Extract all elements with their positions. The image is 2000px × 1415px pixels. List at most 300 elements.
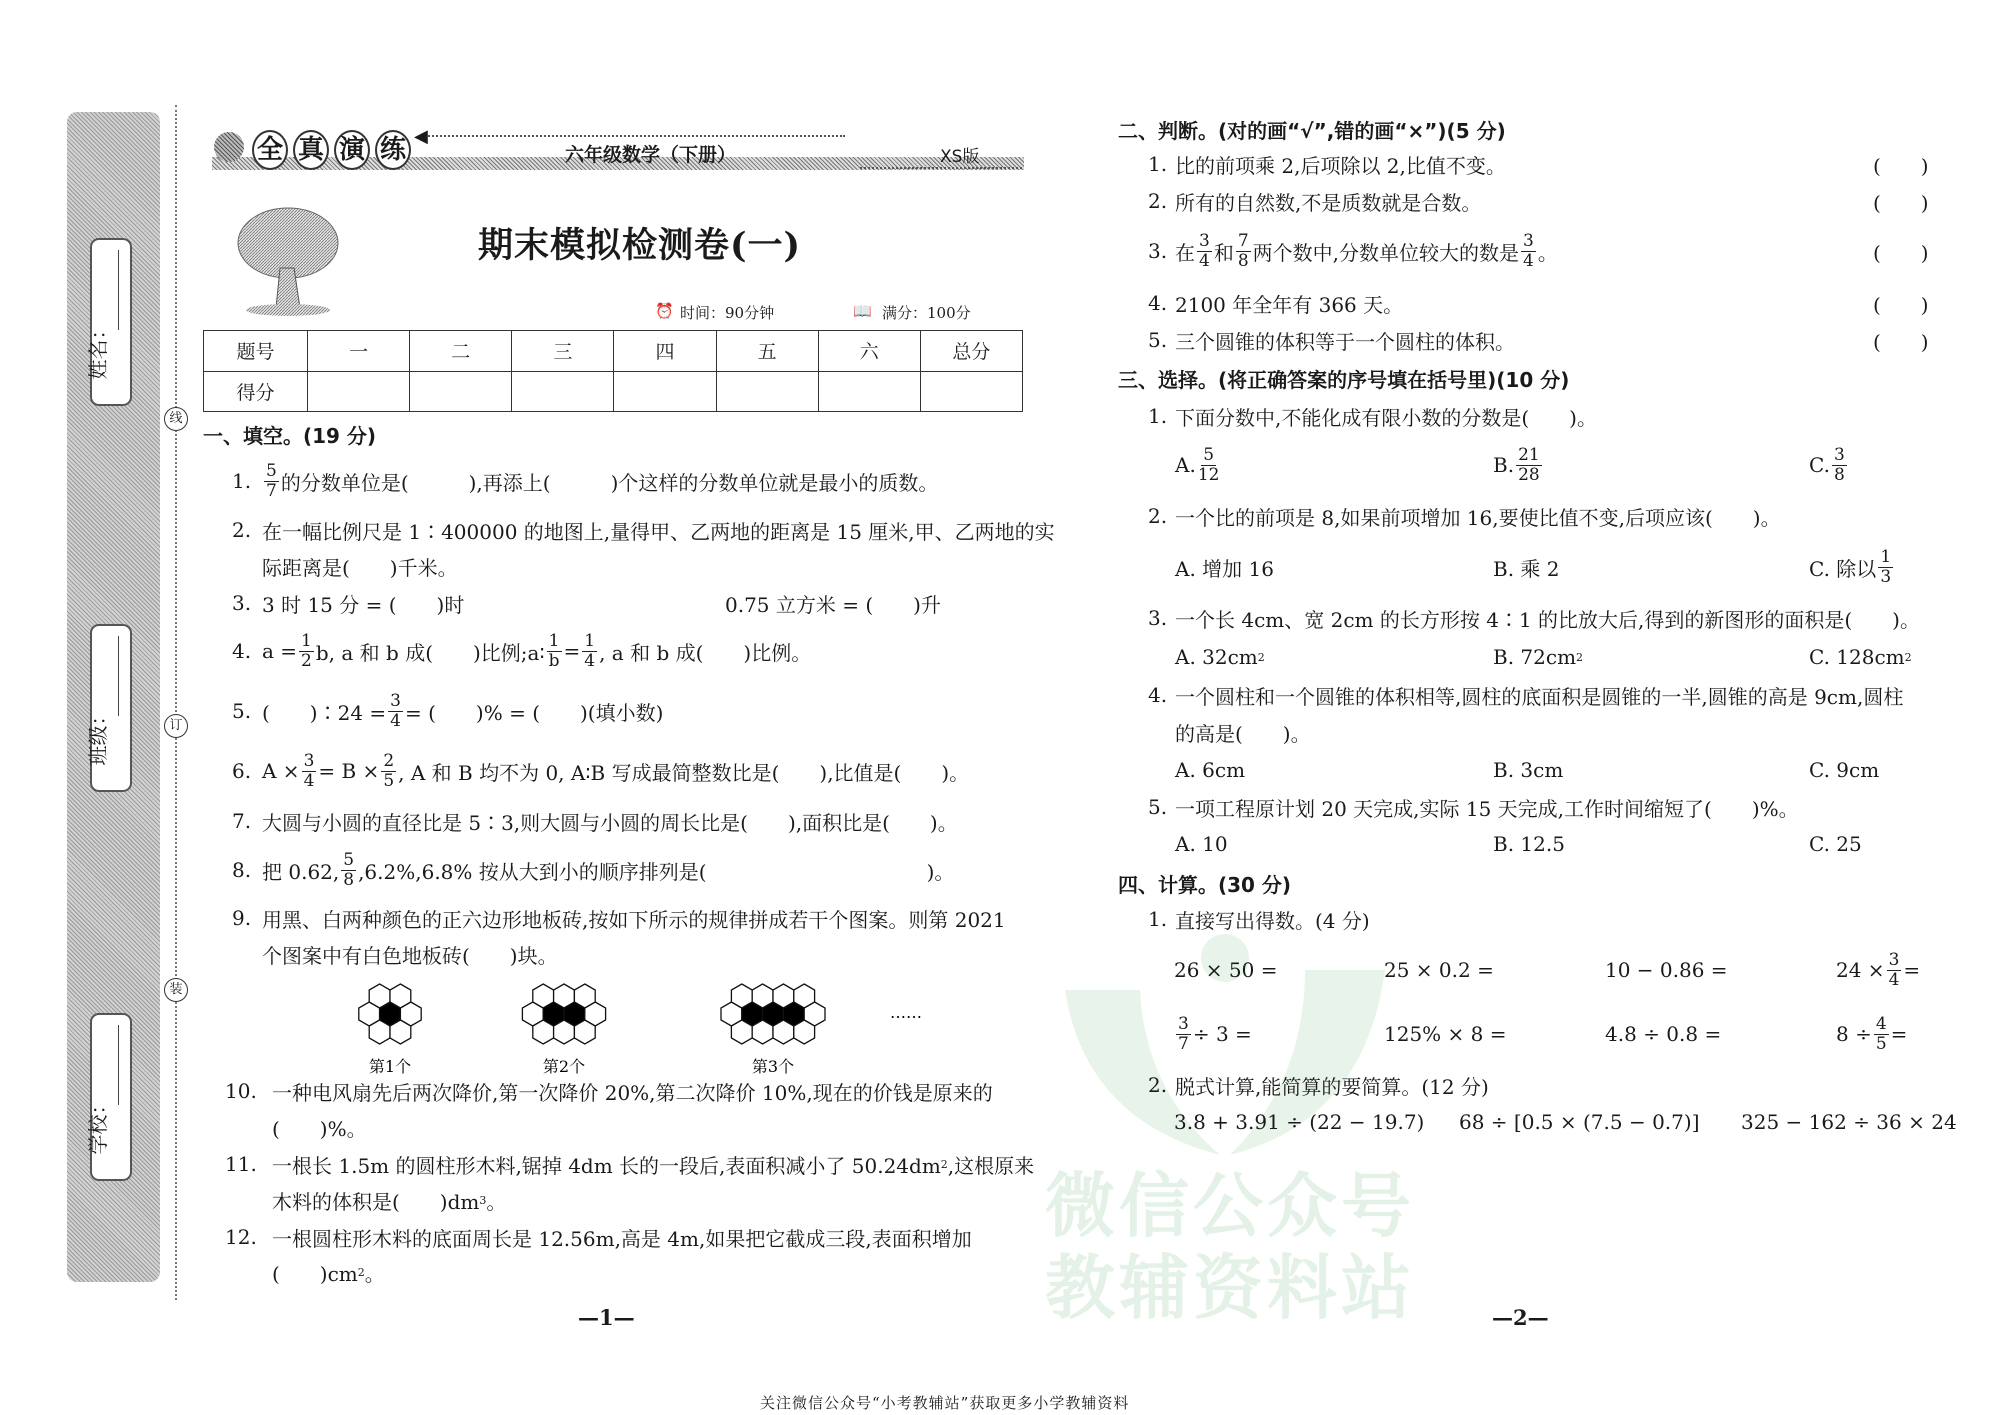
numerator: 1 — [584, 630, 596, 651]
fraction — [1887, 951, 1902, 990]
numerator: 3 — [1833, 444, 1845, 465]
choice-option[interactable] — [1175, 440, 1221, 490]
calc-expression — [1174, 1097, 1424, 1147]
score-cell[interactable] — [308, 371, 410, 412]
choice-option[interactable] — [1175, 542, 1274, 592]
text-run: B. 3cm — [1493, 758, 1564, 782]
text-run: 一个长 4cm、宽 2cm 的长方形按 4∶1 的比放大后,得到的新图形的面积是( )。 — [1175, 607, 1920, 632]
question-text — [262, 626, 811, 676]
text-run: 。 — [486, 1189, 507, 1214]
numerator: 3 — [1199, 230, 1210, 251]
text-run: 4.8 ÷ 0.8 = — [1605, 1022, 1722, 1046]
text-run: 12. — [225, 1225, 257, 1249]
calc-item — [1174, 1009, 1252, 1059]
numerator: 7 — [1237, 230, 1249, 251]
question-text — [1175, 315, 1515, 365]
choice-option[interactable] — [1493, 440, 1544, 490]
text-run: 25 × 0.2 = — [1384, 958, 1494, 982]
text-run: 把 0.62, — [262, 859, 340, 884]
question-number — [232, 626, 251, 676]
text-run: 比的前项乘 2,后项除以 2,比值不变。 — [1175, 153, 1506, 178]
class-field[interactable] — [86, 624, 132, 792]
text-run: 125% × 8 = — [1384, 1022, 1507, 1046]
white-tile — [773, 984, 794, 1008]
white-tile — [369, 1020, 390, 1044]
text-run: , A 和 B 均不为 0, A∶B 写成最简整数比是( ),比值是( )。 — [398, 760, 970, 785]
fraction — [582, 632, 597, 671]
choice-option[interactable] — [1493, 542, 1560, 592]
calc-expression — [1459, 1097, 1700, 1147]
text-run: A. 增加 16 — [1175, 556, 1274, 581]
superscript: 2 — [940, 1157, 948, 1171]
text-run: = — [563, 639, 581, 663]
choice-option[interactable] — [1809, 819, 1862, 869]
text-run: 所有的自然数,不是质数就是合数。 — [1175, 190, 1482, 215]
hexagon-figures — [300, 980, 940, 1090]
calc-item — [1836, 945, 1920, 995]
text-run: 7. — [232, 809, 252, 833]
white-tile — [554, 984, 575, 1008]
text-run: 用黑、白两种颜色的正六边形地板砖,按如下所示的规律拼成若干个图案。则第 2021 — [262, 907, 1006, 932]
denominator: 2 — [301, 650, 312, 671]
white-tile — [554, 1020, 575, 1044]
superscript: 3 — [479, 1193, 487, 1207]
numerator: 3 — [1523, 230, 1534, 251]
school-field[interactable] — [86, 1013, 132, 1181]
question-text — [262, 845, 954, 895]
watermark-text: 微信公众号 — [1045, 1165, 1415, 1247]
text-run: 木料的体积是( )dm — [272, 1189, 480, 1214]
text-run: 直接写出得数。(4 分) — [1175, 908, 1370, 933]
question-number — [232, 746, 251, 796]
answer-blank[interactable] — [1873, 315, 1929, 365]
white-tile — [533, 1020, 554, 1044]
question-number — [232, 796, 251, 846]
question-number — [232, 578, 251, 628]
section-judge-heading: 二、判断。(对的画“√”,错的画“×”)(5 分) — [1118, 119, 1506, 143]
denominator: 4 — [1199, 250, 1210, 271]
calc-item — [1174, 945, 1278, 995]
superscript: 2 — [1257, 650, 1265, 664]
text-run: 4. — [1148, 683, 1168, 707]
fraction — [264, 462, 279, 501]
fraction — [1832, 446, 1847, 485]
text-run: 。 — [364, 1261, 385, 1286]
school-label: 学校： — [86, 1094, 110, 1155]
text-run: 0.75 立方米 = ( )升 — [725, 592, 941, 617]
text-run: 2100 年全年有 366 天。 — [1175, 292, 1404, 317]
text-run: 在一幅比例尺是 1∶400000 的地图上,量得甲、乙两地的距离是 15 厘米,甲、乙两地的实 — [262, 519, 1055, 544]
superscript: 2 — [1576, 650, 1584, 664]
numerator: 3 — [303, 750, 315, 771]
cut-line — [175, 105, 177, 1300]
text-run: 一项工程原计划 20 天完成,实际 15 天完成,工作时间缩短了( )%。 — [1175, 796, 1799, 821]
text-run: ( )%。 — [272, 1116, 367, 1141]
text-run: 6. — [232, 759, 252, 783]
figure-label: 第2个 — [542, 1057, 586, 1076]
choice-option[interactable] — [1809, 440, 1849, 490]
denominator: 5 — [383, 770, 395, 791]
text-run: = ( )% = ( )(填小数) — [405, 700, 664, 725]
question-text — [725, 578, 941, 628]
text-run: ,6.2%,6.8% 按从大到小的顺序排列是( )。 — [358, 859, 955, 884]
text-run: 一个圆柱和一个圆锥的体积相等,圆柱的底面积是圆锥的一半,圆锥的高是 9cm,圆柱 — [1175, 684, 1904, 709]
score-header-cell: 五 — [716, 331, 818, 372]
text-run: C. 25 — [1809, 832, 1862, 856]
calc-item — [1605, 1009, 1721, 1059]
question-number — [1148, 593, 1167, 643]
ellipsis: …… — [890, 1003, 922, 1022]
question-text — [1175, 391, 1597, 441]
text-run: a = — [262, 639, 298, 663]
text-run: C. 除以 — [1809, 556, 1877, 581]
fraction — [1521, 232, 1536, 271]
question-number — [232, 893, 251, 943]
full-score: 满分：100分 — [882, 304, 971, 322]
header-dash — [425, 135, 845, 137]
question-text — [1175, 491, 1781, 541]
score-header-cell: 题号 — [204, 331, 308, 372]
text-run: 个图案中有白色地板砖( )块。 — [262, 943, 558, 968]
question-text — [262, 686, 663, 736]
logo-char: 真 — [293, 130, 329, 170]
question-text — [1175, 782, 1799, 832]
text-run: = B × — [318, 759, 380, 783]
question-number — [232, 456, 251, 506]
fraction — [547, 632, 562, 671]
score-header-cell: 一 — [308, 331, 410, 372]
question-number — [1148, 894, 1167, 944]
text-run: B. 72cm — [1493, 645, 1577, 669]
subject-label: 六年级数学（下册） — [565, 144, 737, 166]
logo-char: 全 — [252, 130, 288, 170]
question-number — [1148, 1060, 1167, 1110]
text-run: A. 6cm — [1175, 758, 1246, 782]
text-run: 2. — [1148, 189, 1168, 213]
question-text — [1175, 894, 1370, 944]
text-run: 的高是( )。 — [1175, 721, 1311, 746]
text-run: 2. — [1148, 1073, 1168, 1097]
denominator: 3 — [1880, 566, 1892, 587]
text-run: 一根圆柱形木料的底面周长是 12.56m,高是 4m,如果把它截成三段,表面积增加 — [272, 1226, 972, 1251]
denominator: 5 — [1875, 1033, 1887, 1054]
score-header-cell: 总分 — [920, 331, 1022, 372]
question-number — [1148, 315, 1167, 365]
numerator: 1 — [1880, 546, 1892, 567]
question-number — [1148, 670, 1167, 720]
text-run: ( ) — [1873, 329, 1929, 354]
text-run: 。 — [1537, 240, 1558, 265]
denominator: 28 — [1518, 464, 1540, 485]
time-limit: 时间：90分钟 — [680, 304, 775, 322]
fraction — [1874, 1015, 1889, 1054]
fraction — [1878, 548, 1893, 587]
text-run: 1. — [1148, 152, 1168, 176]
text-run: A × — [262, 759, 300, 783]
score-cell[interactable] — [920, 371, 1022, 412]
question-text — [272, 1247, 385, 1297]
logo-char: 练 — [375, 130, 411, 170]
choice-option[interactable] — [1809, 542, 1895, 592]
text-run: ÷ 3 = — [1192, 1022, 1252, 1046]
denominator: 4 — [1523, 250, 1534, 271]
text-run: 26 × 50 = — [1174, 958, 1278, 982]
denominator: 7 — [1178, 1033, 1189, 1054]
white-tile — [731, 1020, 752, 1044]
numerator: 5 — [266, 460, 277, 481]
binding-sidebar — [67, 112, 160, 1282]
denominator: 7 — [266, 480, 277, 501]
text-run: 9. — [232, 906, 252, 930]
score-header-cell: 六 — [818, 331, 920, 372]
section-calc-heading: 四、计算。(30 分) — [1118, 873, 1292, 897]
question-number — [1148, 176, 1167, 226]
numerator: 1 — [301, 630, 312, 651]
question-number — [225, 1212, 257, 1262]
numerator: 3 — [1178, 1013, 1189, 1034]
text-run: 5. — [232, 699, 252, 723]
denominator: 8 — [1833, 464, 1845, 485]
question-text — [262, 578, 464, 628]
numerator: 3 — [1888, 949, 1900, 970]
white-tile — [574, 1020, 595, 1044]
denominator: 12 — [1197, 464, 1220, 485]
text-run: 三个圆锥的体积等于一个圆柱的体积。 — [1175, 329, 1515, 354]
fraction — [299, 632, 314, 671]
numerator: 1 — [548, 630, 560, 651]
question-text — [262, 746, 969, 796]
white-tile — [731, 984, 752, 1008]
figure-label: 第1个 — [368, 1057, 412, 1076]
text-run: 4. — [1148, 291, 1168, 315]
white-tile — [794, 984, 815, 1008]
text-run: C. 9cm — [1809, 758, 1880, 782]
white-tile — [752, 984, 773, 1008]
text-run: 1. — [1148, 907, 1168, 931]
fraction — [1176, 1015, 1191, 1054]
numerator: 5 — [343, 849, 355, 870]
text-run: 两个数中,分数单位较大的数是 — [1252, 240, 1520, 265]
fraction — [1197, 232, 1212, 271]
text-run: 325 − 162 ÷ 36 × 24 — [1741, 1110, 1957, 1134]
superscript: 2 — [1904, 650, 1912, 664]
text-run: , a 和 b 成( )比例。 — [599, 640, 812, 665]
text-run: ( )cm — [272, 1261, 358, 1286]
text-run: B. 乘 2 — [1493, 556, 1560, 581]
text-run: 1. — [1148, 404, 1168, 428]
score-row — [204, 371, 1023, 412]
text-run: 一种电风扇先后两次降价,第一次降价 20%,第二次降价 10%,现在的价钱是原来的 — [272, 1080, 993, 1105]
text-run: A. 10 — [1175, 832, 1228, 856]
edition-label: XS版 — [940, 147, 980, 167]
text-run: 际距离是( )千米。 — [262, 555, 458, 580]
clock-icon: ⏰ — [655, 302, 674, 320]
numerator: 2 — [383, 750, 395, 771]
choice-option[interactable] — [1809, 745, 1879, 795]
denominator: 8 — [343, 869, 355, 890]
score-cell[interactable] — [716, 371, 818, 412]
seal-mark: 线 — [164, 407, 188, 431]
arrow-icon: ◀ — [414, 126, 428, 147]
white-tile — [794, 1020, 815, 1044]
score-cell[interactable] — [614, 371, 716, 412]
denominator: 4 — [390, 710, 401, 731]
text-run: 3.8 + 3.91 ÷ (22 − 19.7) — [1174, 1110, 1425, 1134]
text-run: = — [1903, 958, 1921, 982]
text-run: 2. — [232, 518, 252, 542]
calc-item — [1384, 945, 1494, 995]
tree-illustration — [228, 198, 348, 318]
white-tile — [752, 1020, 773, 1044]
section-fill-heading: 一、填空。(19 分) — [203, 424, 377, 448]
text-run: ( )∶24 = — [262, 700, 387, 725]
question-text — [262, 456, 938, 506]
text-run: 3 时 15 分 = ( )时 — [262, 592, 465, 617]
score-cell[interactable] — [818, 371, 920, 412]
choice-option[interactable] — [1493, 819, 1565, 869]
book-icon: 📖 — [853, 302, 872, 320]
fraction — [1516, 446, 1542, 485]
white-tile — [574, 984, 595, 1008]
fraction — [341, 851, 356, 890]
white-tile — [390, 984, 411, 1008]
text-run: C. 128cm — [1809, 645, 1905, 669]
text-run: B. 12.5 — [1493, 832, 1565, 856]
score-header-cell: 四 — [614, 331, 716, 372]
calc-item — [1836, 1009, 1907, 1059]
question-number — [1148, 226, 1167, 276]
seal-mark: 订 — [164, 714, 188, 738]
text-run: ( ) — [1873, 190, 1929, 215]
text-run: 8 ÷ — [1836, 1022, 1872, 1046]
text-run: B. — [1493, 453, 1515, 477]
logo-char: 演 — [334, 130, 370, 170]
denominator: 4 — [1888, 969, 1900, 990]
page-number: —2— — [1492, 1305, 1549, 1330]
text-run: 大圆与小圆的直径比是 5∶3,则大圆与小圆的周长比是( ),面积比是( )。 — [262, 810, 958, 835]
text-run: 11. — [225, 1152, 257, 1176]
name-field[interactable] — [86, 238, 132, 406]
target-icon — [214, 132, 244, 162]
text-run: 8. — [232, 858, 252, 882]
header-dash — [860, 167, 1022, 169]
watermark-text: 教辅资料站 — [1045, 1247, 1415, 1329]
superscript: 2 — [357, 1265, 365, 1279]
fraction — [1236, 232, 1251, 271]
text-run: 3. — [1148, 239, 1168, 263]
calc-item — [1384, 1009, 1507, 1059]
question-number — [232, 686, 251, 736]
text-run: C. — [1809, 453, 1830, 477]
score-cell[interactable] — [410, 371, 512, 412]
question-number — [232, 845, 251, 895]
text-run: ,这根原来 — [947, 1153, 1035, 1178]
text-run: = — [1890, 1022, 1908, 1046]
text-run: ( ) — [1873, 292, 1929, 317]
denominator: b — [548, 650, 560, 671]
score-header-row — [204, 331, 1023, 372]
text-run: 68 ÷ [0.5 × (7.5 − 0.7)] — [1459, 1110, 1700, 1134]
text-run: 3. — [1148, 606, 1168, 630]
text-run: 24 × — [1836, 958, 1885, 982]
question-text — [262, 929, 558, 979]
question-number — [1148, 391, 1167, 441]
figure-label: 第3个 — [751, 1057, 795, 1076]
question-number — [225, 1139, 257, 1189]
text-run: 5. — [1148, 328, 1168, 352]
denominator: 8 — [1237, 250, 1249, 271]
class-label: 班级： — [86, 705, 110, 766]
fraction — [388, 692, 403, 731]
question-text — [1175, 226, 1558, 276]
text-run: 在 — [1175, 240, 1195, 265]
answer-blank[interactable] — [1873, 226, 1929, 276]
score-header-cell: 二 — [410, 331, 512, 372]
white-tile — [390, 1020, 411, 1044]
question-text — [1175, 176, 1481, 226]
text-run: 5. — [1148, 795, 1168, 819]
numerator: 3 — [390, 690, 401, 711]
section-choice-heading: 三、选择。(将正确答案的序号填在括号里)(10 分) — [1118, 368, 1570, 392]
page-number: —1— — [578, 1305, 635, 1330]
question-number — [1148, 782, 1167, 832]
text-run: A. — [1175, 453, 1196, 477]
answer-blank[interactable] — [1873, 176, 1929, 226]
question-number — [1148, 491, 1167, 541]
numerator: 5 — [1203, 444, 1215, 465]
denominator: 4 — [303, 770, 315, 791]
choice-option[interactable] — [1175, 819, 1228, 869]
text-run: 下面分数中,不能化成有限小数的分数是( )。 — [1175, 405, 1597, 430]
text-run: 脱式计算,能简算的要简算。(12 分) — [1175, 1074, 1489, 1099]
text-run: 1. — [232, 469, 252, 493]
text-run: 10. — [225, 1079, 257, 1103]
numerator: 21 — [1518, 444, 1540, 465]
score-table — [203, 330, 1023, 412]
text-run: ( ) — [1873, 153, 1929, 178]
score-row-label: 得分 — [204, 371, 308, 412]
text-run: 的分数单位是( ),再添上( )个这样的分数单位就是最小的质数。 — [280, 470, 939, 495]
text-run: 一个比的前项是 8,如果前项增加 16,要使比值不变,后项应该( )。 — [1175, 505, 1781, 530]
footer-note: 关注微信公众号“小考教辅站”获取更多小学教辅资料 — [760, 1394, 1130, 1412]
page-title: 期末模拟检测卷(一) — [478, 225, 802, 266]
calc-expression — [1741, 1097, 1957, 1147]
numerator: 4 — [1875, 1013, 1887, 1034]
denominator: 4 — [584, 650, 596, 671]
white-tile — [369, 984, 390, 1008]
name-label: 姓名： — [86, 319, 110, 380]
text-run: 3. — [232, 591, 252, 615]
question-number — [225, 1066, 257, 1116]
text-run: 一根长 1.5m 的圆柱形木料,锯掉 4dm 长的一段后,表面积减小了 50.24dm — [272, 1153, 941, 1178]
question-text — [262, 796, 958, 846]
text-run: 和 — [1213, 240, 1234, 265]
text-run: 2. — [1148, 504, 1168, 528]
fraction — [381, 752, 396, 791]
text-run: A. 32cm — [1175, 645, 1258, 669]
calc-item — [1605, 945, 1728, 995]
fraction — [302, 752, 317, 791]
seal-mark: 装 — [164, 978, 188, 1002]
text-run: ( ) — [1873, 240, 1929, 265]
fraction — [1198, 446, 1220, 485]
text-run: b, a 和 b 成( )比例;a∶ — [315, 640, 545, 665]
text-run: 4. — [232, 639, 252, 663]
white-tile — [533, 984, 554, 1008]
question-number — [232, 505, 251, 555]
score-cell[interactable] — [512, 371, 614, 412]
white-tile — [773, 1020, 794, 1044]
